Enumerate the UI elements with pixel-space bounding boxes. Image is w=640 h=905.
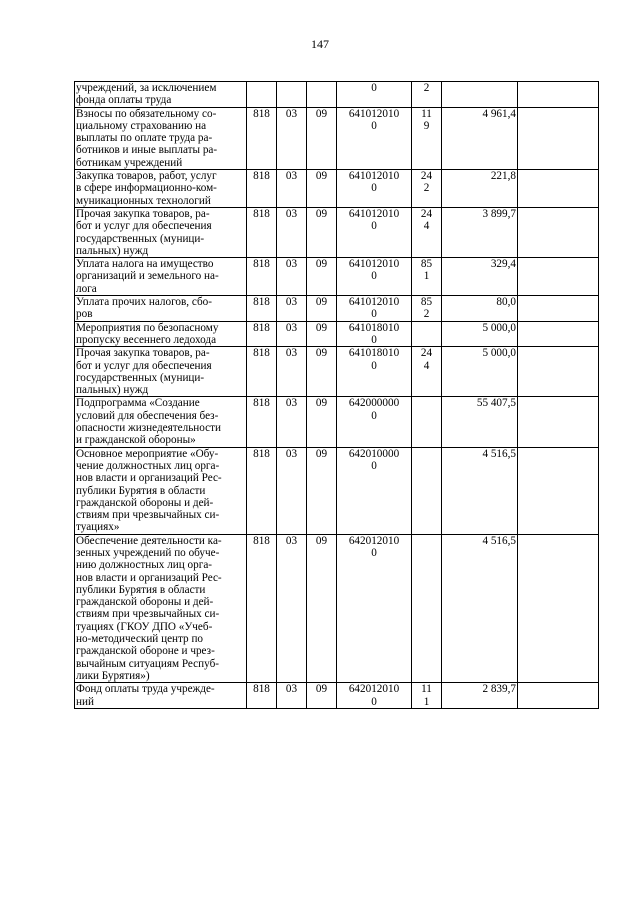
amount-cell: 4 516,5 (442, 447, 518, 534)
table-row (75, 321, 599, 347)
budget-table (74, 81, 599, 709)
expense-kind-cell-line: 85 (420, 258, 433, 271)
org-code-cell: 818 (247, 321, 277, 347)
item-name-cell-line: лики Бурятия») (76, 669, 150, 682)
org-code-cell (247, 82, 277, 108)
empty-column-cell (518, 683, 599, 709)
target-code-cell-line: 0 (371, 82, 377, 94)
item-name-cell-line: условий для обеспечения без- (76, 409, 219, 422)
item-name-cell (75, 397, 247, 447)
org-code-cell: 818 (247, 107, 277, 169)
target-code-cell-line: 0 (371, 409, 377, 422)
item-name-cell-line: государственных (муници- (76, 371, 205, 384)
target-code-cell (337, 347, 412, 397)
target-code-cell (337, 683, 412, 709)
empty-column-cell (518, 321, 599, 347)
expense-kind-cell (412, 683, 442, 709)
table-row (75, 683, 599, 709)
item-name-cell-line: туациях (ГКОУ ДПО «Учеб- (76, 620, 213, 633)
org-code-cell: 818 (247, 296, 277, 322)
section-code-cell: 03 (277, 321, 307, 347)
subsection-code-cell: 09 (307, 447, 337, 534)
table-row (75, 397, 599, 447)
target-code-cell-line: 641012010 (348, 258, 400, 271)
target-code-cell (337, 107, 412, 169)
expense-kind-cell (412, 534, 442, 683)
target-code-cell-line: 0 (371, 119, 377, 132)
target-code-cell-line: 642010000 (348, 447, 400, 460)
item-name-cell-line: организаций и земельного на- (76, 270, 219, 283)
section-code-cell: 03 (277, 534, 307, 683)
table-row (75, 447, 599, 534)
org-code-cell: 818 (247, 170, 277, 208)
target-code-cell-line: 0 (371, 308, 377, 321)
section-code-cell: 03 (277, 107, 307, 169)
item-name-cell (75, 107, 247, 169)
expense-kind-cell-line: 2 (423, 182, 430, 195)
subsection-code-cell (307, 82, 337, 108)
subsection-code-cell: 09 (307, 683, 337, 709)
expense-kind-cell-line: 1 (423, 695, 430, 708)
expense-kind-cell-line: 85 (420, 296, 433, 309)
org-code-cell: 818 (247, 447, 277, 534)
org-code-cell: 818 (247, 683, 277, 709)
subsection-code-cell: 09 (307, 170, 337, 208)
expense-kind-cell (412, 170, 442, 208)
target-code-cell-line: 642000000 (348, 397, 400, 410)
subsection-code-cell: 09 (307, 207, 337, 257)
target-code-cell-line: 642012010 (348, 683, 400, 696)
expense-kind-cell-line: 24 (420, 207, 433, 220)
subsection-code-cell: 09 (307, 321, 337, 347)
expense-kind-cell (412, 321, 442, 347)
expense-kind-cell-line: 24 (420, 347, 433, 360)
item-name-cell-line: публики Бурятия в области (76, 583, 206, 596)
section-code-cell: 03 (277, 296, 307, 322)
item-name-cell (75, 258, 247, 296)
item-name-cell-line: фонда оплаты труда (76, 94, 172, 107)
item-name-cell-line: но-методический центр по (76, 633, 204, 646)
budget-table-body (75, 82, 599, 709)
item-name-cell-line: выплаты по оплате труда ра- (76, 132, 213, 145)
org-code-cell: 818 (247, 258, 277, 296)
item-name-cell (75, 683, 247, 709)
item-name-cell-line: зенных учреждений по обуче- (76, 546, 220, 559)
target-code-cell (337, 258, 412, 296)
target-code-cell (337, 447, 412, 534)
expense-kind-cell (412, 447, 442, 534)
expense-kind-cell (412, 207, 442, 257)
org-code-cell: 818 (247, 397, 277, 447)
empty-column-cell (518, 207, 599, 257)
target-code-cell (337, 397, 412, 447)
target-code-cell (337, 82, 412, 108)
item-name-cell-line: и гражданской обороны» (76, 434, 196, 447)
item-name-cell-line: ботникам учреждений (76, 156, 183, 169)
section-code-cell (277, 82, 307, 108)
expense-kind-cell-line: 1 (423, 270, 430, 283)
target-code-cell (337, 207, 412, 257)
item-name-cell-line: вычайным ситуациям Респуб- (76, 657, 219, 670)
item-name-cell-line: гражданской обороны и дей- (76, 496, 214, 509)
item-name-cell-line: Закупка товаров, работ, услуг (76, 170, 217, 183)
expense-kind-cell (412, 107, 442, 169)
expense-kind-cell-line: 2 (423, 308, 430, 321)
item-name-cell-line: бот и услуг для обеспечения (76, 220, 212, 233)
item-name-cell-line: чение должностных лиц орга- (76, 459, 220, 472)
item-name-cell (75, 296, 247, 322)
amount-cell: 5 000,0 (442, 321, 518, 347)
item-name-cell-line: ботников и иные выплаты ра- (76, 144, 218, 157)
target-code-cell-line: 641012010 (348, 107, 400, 120)
target-code-cell-line: 0 (371, 459, 377, 472)
item-name-cell-line: туациях» (76, 521, 120, 534)
table-row (75, 82, 599, 108)
target-code-cell-line: 641012010 (348, 207, 400, 220)
target-code-cell-line: 0 (371, 695, 377, 708)
section-code-cell: 03 (277, 683, 307, 709)
item-name-cell (75, 170, 247, 208)
item-name-cell (75, 534, 247, 683)
target-code-cell-line: 641018010 (348, 321, 400, 334)
target-code-cell (337, 321, 412, 347)
item-name-cell-line: бот и услуг для обеспечения (76, 359, 212, 372)
expense-kind-cell (412, 258, 442, 296)
subsection-code-cell: 09 (307, 107, 337, 169)
subsection-code-cell: 09 (307, 258, 337, 296)
org-code-cell: 818 (247, 534, 277, 683)
amount-cell: 2 839,7 (442, 683, 518, 709)
item-name-cell-line: Взносы по обязательному со- (76, 107, 217, 120)
table-row (75, 347, 599, 397)
amount-cell: 55 407,5 (442, 397, 518, 447)
section-code-cell: 03 (277, 447, 307, 534)
target-code-cell-line: 0 (371, 220, 377, 233)
section-code-cell: 03 (277, 258, 307, 296)
item-name-cell-line: лога (76, 282, 97, 295)
subsection-code-cell: 09 (307, 347, 337, 397)
item-name-cell-line: циальному страхованию на (76, 119, 207, 132)
table-row (75, 107, 599, 169)
item-name-cell-line: ров (76, 308, 93, 321)
item-name-cell-line: Уплата налога на имущество (76, 258, 214, 271)
item-name-cell-line: Прочая закупка товаров, ра- (76, 347, 210, 360)
section-code-cell: 03 (277, 207, 307, 257)
item-name-cell (75, 82, 247, 108)
expense-kind-cell-line: 2 (423, 82, 430, 94)
expense-kind-cell-line: 4 (423, 220, 430, 233)
table-row (75, 207, 599, 257)
section-code-cell: 03 (277, 347, 307, 397)
item-name-cell-line: пальных) нужд (76, 384, 149, 397)
item-name-cell-line: ний (76, 695, 94, 708)
empty-column-cell (518, 534, 599, 683)
target-code-cell-line: 0 (371, 546, 377, 559)
expense-kind-cell-line: 24 (420, 170, 433, 183)
item-name-cell-line: учреждений, за исключением (76, 82, 217, 94)
item-name-cell-line: Прочая закупка товаров, ра- (76, 207, 210, 220)
expense-kind-cell-line: 4 (423, 359, 430, 372)
amount-cell: 3 899,7 (442, 207, 518, 257)
item-name-cell-line: гражданской обороны и дей- (76, 596, 214, 609)
empty-column-cell (518, 397, 599, 447)
target-code-cell-line: 0 (371, 182, 377, 195)
empty-column-cell (518, 347, 599, 397)
item-name-cell (75, 207, 247, 257)
target-code-cell-line: 641018010 (348, 347, 400, 360)
item-name-cell-line: Мероприятия по безопасному (76, 321, 219, 334)
amount-cell: 329,4 (442, 258, 518, 296)
item-name-cell-line: опасности жизнедеятельности (76, 422, 221, 435)
expense-kind-cell (412, 82, 442, 108)
item-name-cell-line: нию должностных лиц орга- (76, 559, 213, 572)
expense-kind-cell (412, 347, 442, 397)
amount-cell: 221,8 (442, 170, 518, 208)
table-row (75, 258, 599, 296)
amount-cell: 4 516,5 (442, 534, 518, 683)
org-code-cell: 818 (247, 207, 277, 257)
item-name-cell-line: государственных (муници- (76, 232, 205, 245)
target-code-cell-line: 641012010 (348, 296, 400, 309)
item-name-cell-line: Основное мероприятие «Обу- (76, 447, 219, 460)
item-name-cell-line: Уплата прочих налогов, сбо- (76, 296, 212, 309)
target-code-cell-line: 642012010 (348, 534, 400, 547)
expense-kind-cell (412, 397, 442, 447)
item-name-cell-line: нов власти и организаций Рес- (76, 571, 222, 584)
item-name-cell-line: ствиям при чрезвычайных си- (76, 509, 220, 522)
section-code-cell: 03 (277, 170, 307, 208)
item-name-cell-line: Фонд оплаты труда учрежде- (76, 683, 215, 696)
expense-kind-cell-line: 11 (421, 683, 432, 696)
target-code-cell-line: 641012010 (348, 170, 400, 183)
item-name-cell-line: пальных) нужд (76, 244, 149, 257)
item-name-cell-line: публики Бурятия в области (76, 484, 206, 497)
expense-kind-cell-line: 11 (421, 107, 432, 120)
item-name-cell-line: муникационных технологий (76, 194, 211, 207)
item-name-cell (75, 347, 247, 397)
subsection-code-cell: 09 (307, 296, 337, 322)
target-code-cell (337, 534, 412, 683)
amount-cell: 80,0 (442, 296, 518, 322)
amount-cell (442, 82, 518, 108)
empty-column-cell (518, 107, 599, 169)
target-code-cell (337, 296, 412, 322)
item-name-cell-line: нов власти и организаций Рес- (76, 472, 222, 485)
page-number: 147 (311, 37, 329, 51)
item-name-cell-line: Обеспечение деятельности ка- (76, 534, 222, 547)
item-name-cell (75, 447, 247, 534)
section-code-cell: 03 (277, 397, 307, 447)
empty-column-cell (518, 170, 599, 208)
item-name-cell-line: пропуску весеннего ледохода (76, 333, 217, 346)
table-row (75, 296, 599, 322)
empty-column-cell (518, 258, 599, 296)
target-code-cell-line: 0 (371, 359, 377, 372)
target-code-cell-line: 0 (371, 270, 377, 283)
empty-column-cell (518, 296, 599, 322)
item-name-cell-line: ствиям при чрезвычайных си- (76, 608, 220, 621)
empty-column-cell (518, 82, 599, 108)
table-row (75, 170, 599, 208)
org-code-cell: 818 (247, 347, 277, 397)
table-row (75, 534, 599, 683)
empty-column-cell (518, 447, 599, 534)
target-code-cell-line: 0 (371, 333, 377, 346)
subsection-code-cell: 09 (307, 397, 337, 447)
expense-kind-cell-line: 9 (423, 119, 430, 132)
item-name-cell-line: Подпрограмма «Создание (76, 397, 200, 410)
expense-kind-cell (412, 296, 442, 322)
amount-cell: 4 961,4 (442, 107, 518, 169)
item-name-cell (75, 321, 247, 347)
item-name-cell-line: гражданской обороне и чрез- (76, 645, 215, 658)
item-name-cell-line: в сфере информационно-ком- (76, 182, 217, 195)
subsection-code-cell: 09 (307, 534, 337, 683)
amount-cell: 5 000,0 (442, 347, 518, 397)
target-code-cell (337, 170, 412, 208)
